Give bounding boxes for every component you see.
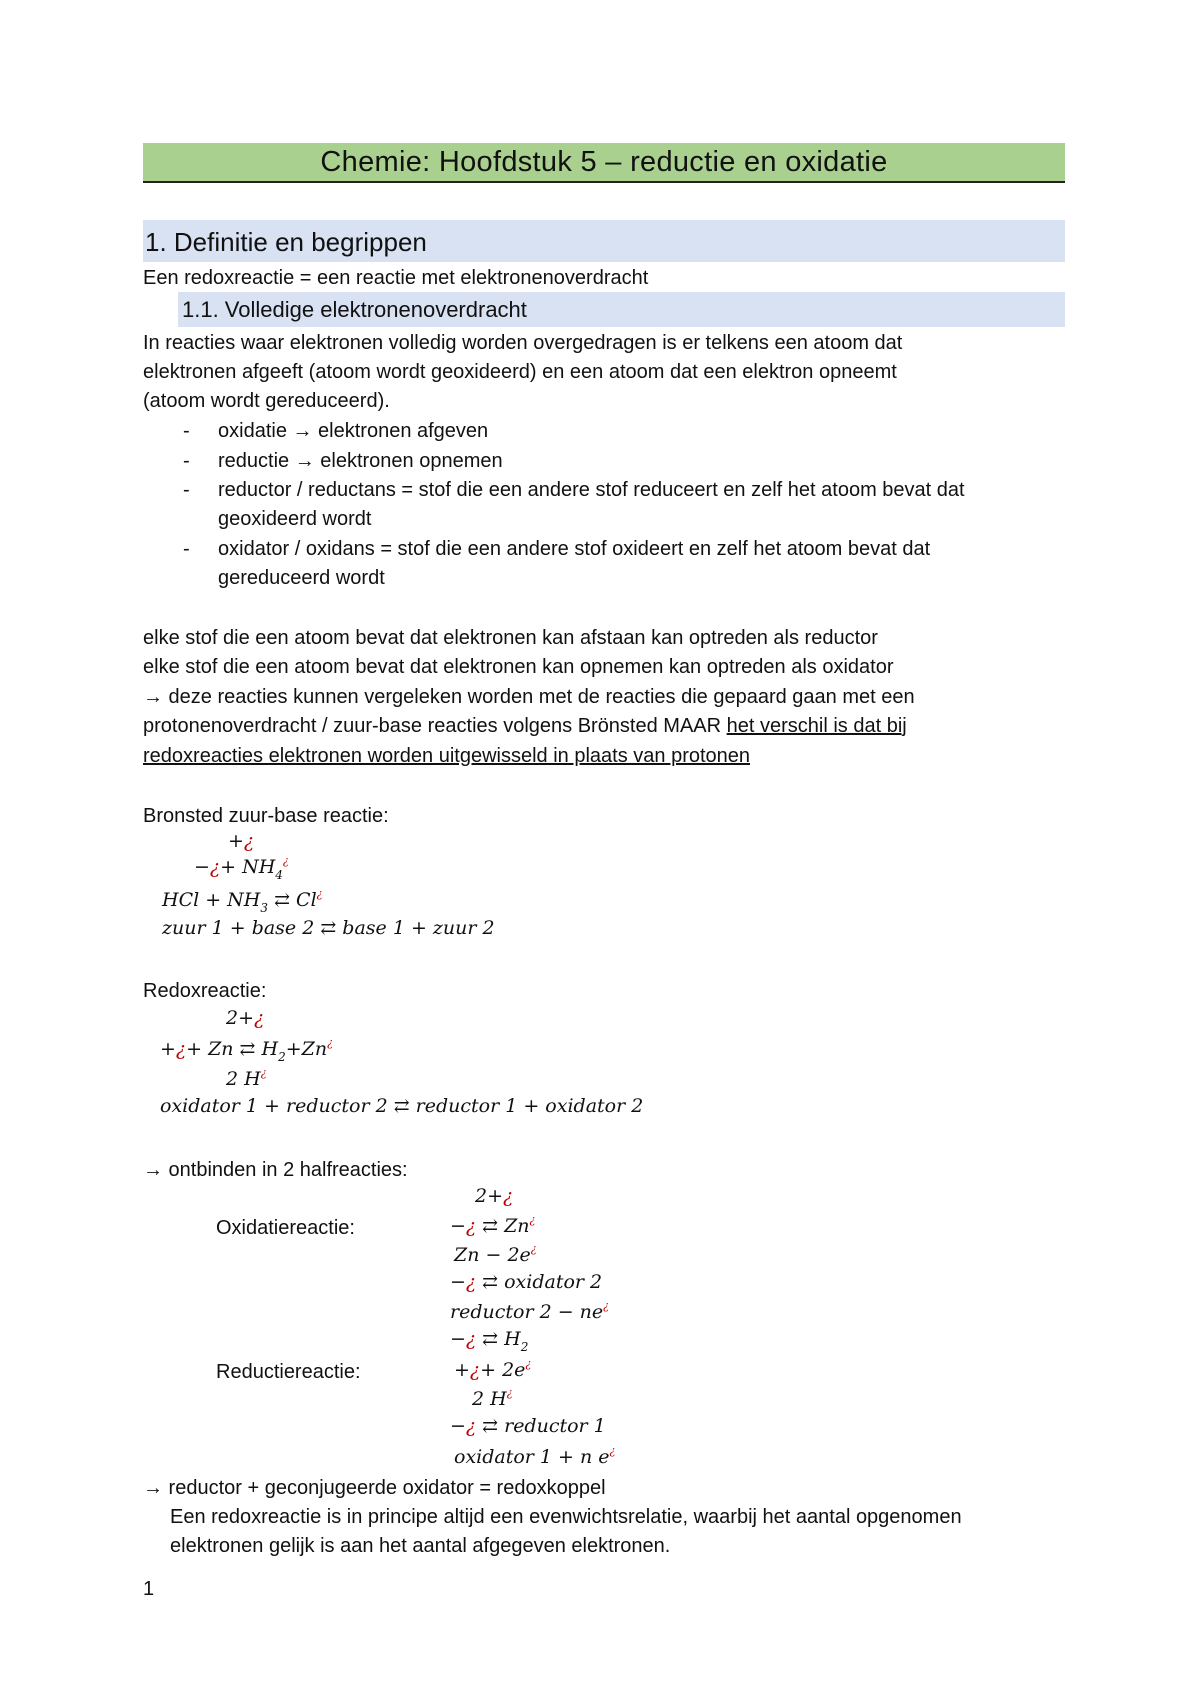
paragraph-line: (atoom wordt gereduceerd). xyxy=(143,390,390,412)
equation-line: +¿ xyxy=(228,830,255,852)
halfreactions-label: → ontbinden in 2 halfreacties: xyxy=(143,1159,408,1181)
equation-line: oxidator 1 + n e¿ xyxy=(454,1444,616,1468)
equation-line: 2+¿ xyxy=(475,1185,514,1207)
paragraph-line: → deze reacties kunnen vergeleken worden met de reacties die gepaard gaan met een xyxy=(143,686,915,708)
bullet-item: reductie → elektronen opnemen xyxy=(218,450,503,472)
equation-line: −¿ ⇄ $H_2$ xyxy=(450,1328,529,1354)
equation-line: 2 H¿ xyxy=(472,1386,513,1410)
underlined-text: redoxreacties elektronen worden uitgewisseld in plaats van protonen xyxy=(143,745,751,767)
bullet-dash: - xyxy=(183,450,190,472)
bullet-item-continued: gereduceerd wordt xyxy=(218,567,385,589)
closing-line: Een redoxreactie is in principe altijd een evenwichtsrelatie, waarbij het aantal opgenomen xyxy=(170,1506,962,1528)
equation-line: +¿+ Zn ⇄ $H_2+Zn^¿$ xyxy=(160,1036,333,1064)
page-number: 1 xyxy=(143,1578,155,1600)
bullet-item-continued: geoxideerd wordt xyxy=(218,508,372,530)
equation-line: reductor 2 − ne¿ xyxy=(450,1299,610,1323)
equation-line: HCl + $NH_3$ ⇄ Cl¿ xyxy=(162,887,323,915)
equation-line: Zn − 2e¿ xyxy=(454,1242,537,1266)
paragraph-line: elektronen afgeeft (atoom wordt geoxideerd) en een atoom dat een elektron opneemt xyxy=(143,361,897,383)
equation-line: zuur 1 + base 2 ⇄ base 1 + zuur 2 xyxy=(162,917,495,939)
paragraph-line: In reacties waar elektronen volledig worden overgedragen is er telkens een atoom dat xyxy=(143,332,903,354)
redoxkoppel-line: → reductor + geconjugeerde oxidator = redoxkoppel xyxy=(143,1477,606,1499)
equation-line: −¿ ⇄ oxidator 2 xyxy=(450,1271,603,1293)
bullet-dash: - xyxy=(183,538,190,560)
paragraph-line: elke stof die een atoom bevat dat elektronen kan afstaan kan optreden als reductor xyxy=(143,627,878,649)
intro-text: Een redoxreactie = een reactie met elektronenoverdracht xyxy=(143,267,649,289)
heading-1: 1. Definitie en begrippen xyxy=(143,220,1065,262)
paragraph-line: elke stof die een atoom bevat dat elektronen kan opnemen kan optreden als oxidator xyxy=(143,656,894,678)
underlined-text: het verschil is dat bij xyxy=(726,715,907,737)
redox-label: Redoxreactie: xyxy=(143,980,267,1002)
reduction-label: Reductiereactie: xyxy=(216,1361,361,1383)
paragraph-text: protonenoverdracht / zuur-base reacties volgens Brönsted MAAR xyxy=(143,715,727,737)
equation-line: −¿ ⇄ Zn¿ xyxy=(450,1213,536,1237)
bronsted-label: Bronsted zuur-base reactie: xyxy=(143,805,389,827)
bullet-dash: - xyxy=(183,479,190,501)
bullet-item: oxidatie → elektronen afgeven xyxy=(218,420,489,442)
bullet-item: reductor / reductans = stof die een andere stof reduceert en zelf het atoom bevat dat xyxy=(218,479,965,501)
bullet-item: oxidator / oxidans = stof die een andere stof oxideert en zelf het atoom bevat dat xyxy=(218,538,931,560)
document-title: Chemie: Hoofdstuk 5 – reductie en oxidatie xyxy=(143,143,1065,183)
equation-line: −¿+ $NH_4^¿$ xyxy=(194,854,289,882)
equation-line: 2+¿ xyxy=(226,1007,265,1029)
heading-1-1: 1.1. Volledige elektronenoverdracht xyxy=(178,292,1065,327)
bullet-dash: - xyxy=(183,420,190,442)
equation-line: +¿+ 2e¿ xyxy=(454,1357,532,1381)
equation-line: 2 H¿ xyxy=(226,1066,267,1090)
closing-line: elektronen gelijk is aan het aantal afgegeven elektronen. xyxy=(170,1535,671,1557)
equation-line: −¿ ⇄ reductor 1 xyxy=(450,1415,606,1437)
paragraph-line xyxy=(143,711,907,741)
oxidation-label: Oxidatiereactie: xyxy=(216,1217,355,1239)
equation-line: oxidator 1 + reductor 2 ⇄ reductor 1 + oxidator 2 xyxy=(160,1095,644,1117)
